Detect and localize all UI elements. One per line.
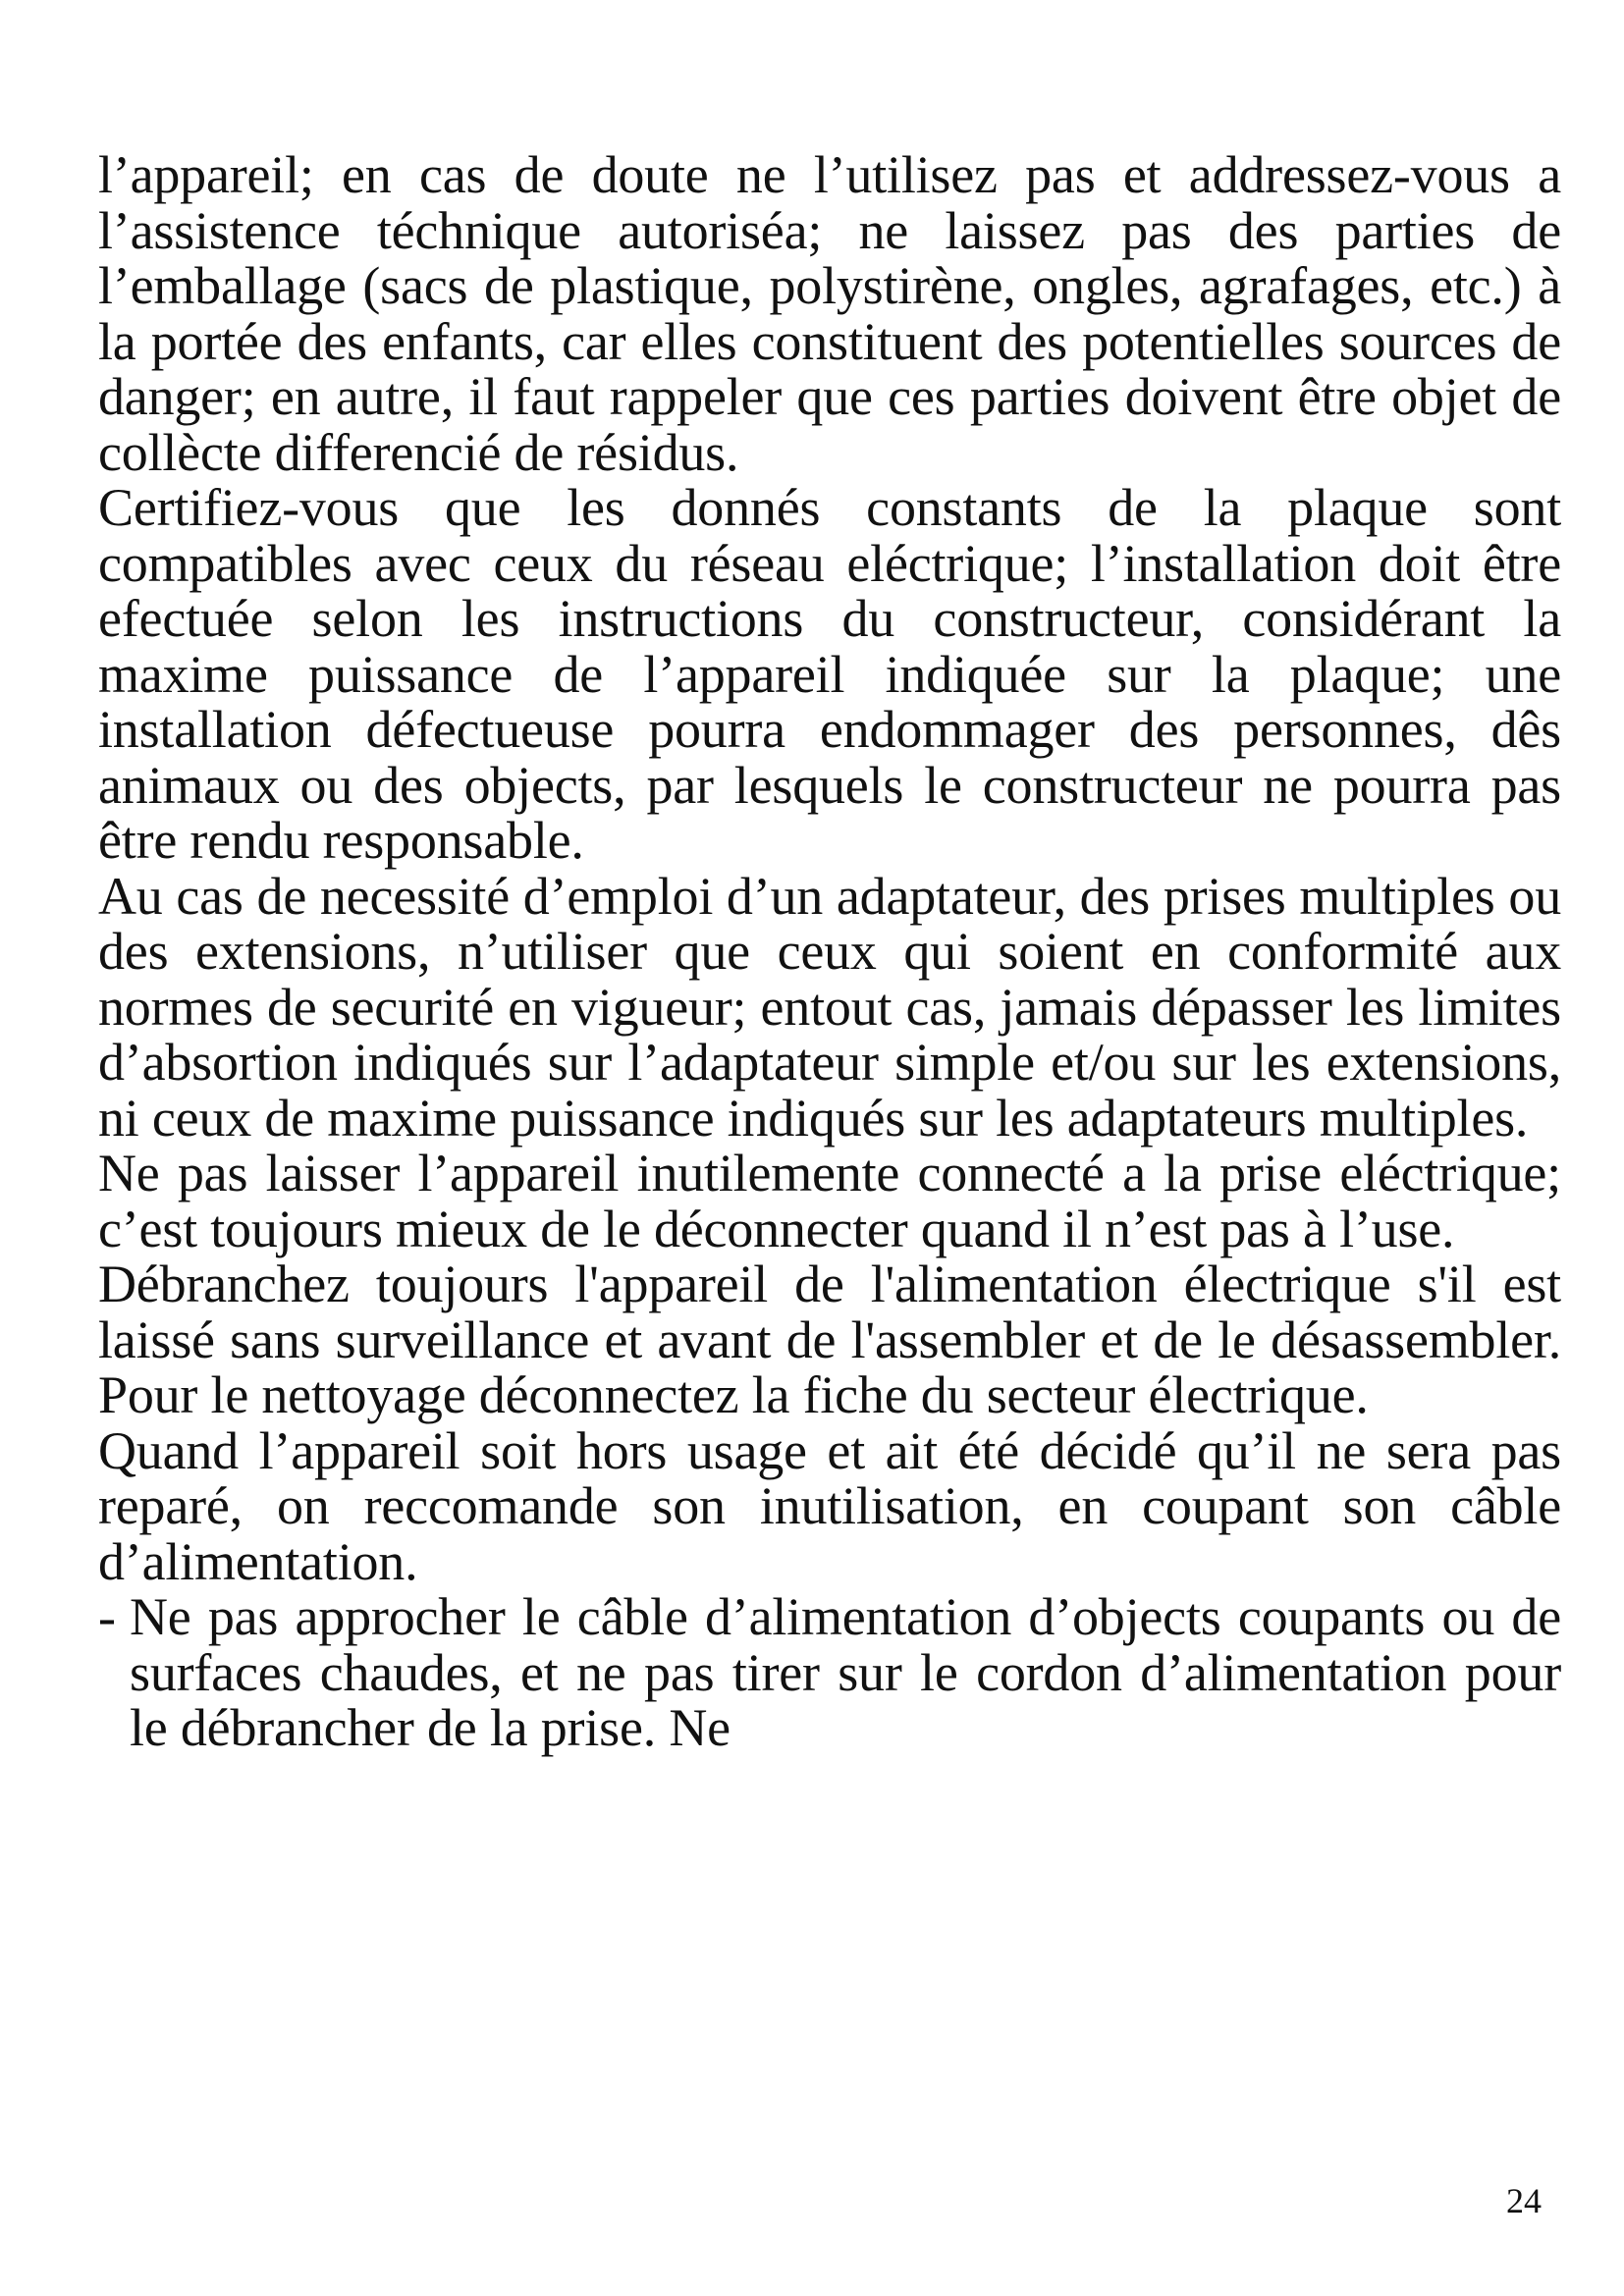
paragraph-disconnect: Ne pas laisser l’appareil inutilemente connecté a la prise eléctrique; c’est toujours mieux de le déconnecter quand il n’est pas à l’use. [98,1144,1561,1258]
paragraph-disposal: Quand l’appareil soit hors usage et ait été décidé qu’il ne sera pas reparé, on reccomande son inutilisation, en coupant son câble d’alimentation. [98,1420,1561,1591]
page-number: 24 [1506,2181,1542,2220]
paragraph-packaging-warning: l’appareil; en cas de doute ne l’utilisez pas et addressez-vous a l’assistence téchnique autoriséa; ne laissez pas des parties de l’emballage (sacs de plastique, polystirène, ongles, agrafages, etc.) à la portée des enfants, car elles constituent des potentielles sources de danger; en autre, il faut rappeler que ces parties doivent être objet de collècte differencié de résidus. [98,145,1561,482]
bullet-text: Ne pas approcher le câble d’alimentation d’objects coupants ou de surfaces chaudes, et ne pas tirer sur le cordon d’alimentation pour le débrancher de la prise. Ne [130,1587,1561,1757]
bullet-marker: - [98,1587,116,1646]
paragraph-unplug: Débranchez toujours l'appareil de l'alimentation électrique s'il est laissé sans surveillance et avant de l'assembler et de le désassembler. Pour le nettoyage déconnectez la fiche du secteur électrique. [98,1255,1561,1424]
body-text [98,147,1561,1756]
paragraph-installation: Certifiez-vous que les donnés constants de la plaque sont compatibles avec ceux du réseau eléctrique; l’installation doit être efectuée selon les instructions du constructeur, considérant la maxime puissance de l’appareil indiquée sur la plaque; une installation défectueuse pourra endommager des personnes, dês animaux ou des objects, par lesquels le constructeur ne pourra pas être rendu responsable. [98,478,1561,870]
paragraph-adapters: Au cas de necessité d’emploi d’un adaptateur, des prises multiples ou des extensions, n’utiliser que ceux qui soient en conformité aux normes de securité en vigueur; entout cas, jamais dépasser les limites d’absortion indiqués sur l’adaptateur simple et/ou sur les extensions, ni ceux de maxime puissance indiqués sur les adaptateurs multiples. [98,866,1561,1148]
bullet-item-cable [98,1589,1561,1756]
